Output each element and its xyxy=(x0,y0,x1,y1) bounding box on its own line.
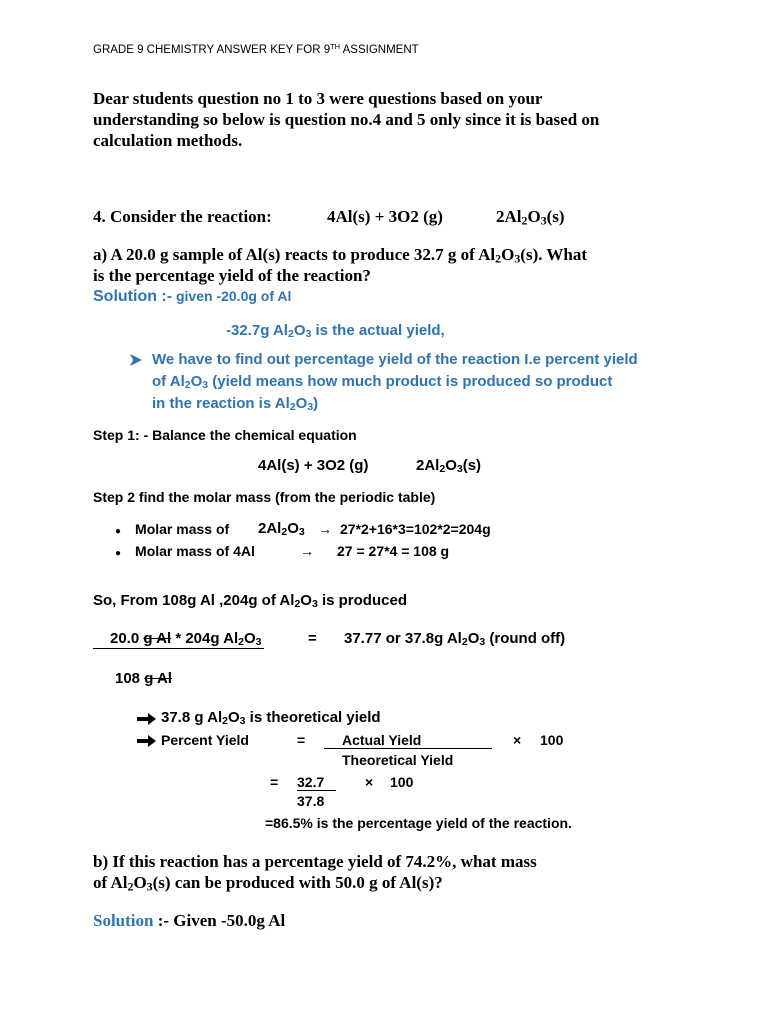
solution-b: Solution :- Given -50.0g Al xyxy=(93,911,286,930)
bold-arrow-icon xyxy=(137,734,157,753)
step-2-label: Step 2 find the molar mass (from the periodic table) xyxy=(93,489,436,505)
percent-yield-equals: = xyxy=(297,732,306,748)
step-1-label: Step 1: - Balance the chemical equation xyxy=(93,427,357,443)
denominator-value: 37.8 xyxy=(297,793,325,809)
right-arrow-icon: → xyxy=(300,543,314,559)
arrowhead-bullet-icon xyxy=(129,353,143,372)
formula-equals: = xyxy=(270,774,279,790)
calc-equals: = xyxy=(308,630,317,647)
intro-line-1: Dear students question no 1 to 3 were questions based on your xyxy=(93,89,543,108)
question-a-line-1: a) A 20.0 g sample of Al(s) reacts to produce 32.7 g of $Al_2O_3(s)$. What xyxy=(93,245,588,266)
actual-yield-numerator: Actual Yield xyxy=(324,732,492,749)
percent-yield-conclusion: =86.5% is the percentage yield of the reaction. xyxy=(265,815,572,831)
calc-result: 37.77 or 37.8g $Al_2O_3$ (round off) xyxy=(344,630,566,649)
times-symbol: × xyxy=(365,774,374,790)
theoretical-yield-statement: 37.8 g $Al_2O_3$ is theoretical yield xyxy=(161,709,381,728)
ratio-statement: So, From 108g Al ,204g of $Al_2O_3$ is produced xyxy=(93,592,407,611)
molar-mass-calc-1: 27*2+16*3=102*2=204g xyxy=(340,521,491,537)
list-bullet: ● xyxy=(115,526,122,537)
times-symbol: × xyxy=(513,732,522,748)
theoretical-yield-denominator: Theoretical Yield xyxy=(342,752,454,768)
list-bullet: ● xyxy=(115,548,122,559)
cancelled-unit: g Al xyxy=(143,630,172,647)
solution-label: Solution :- xyxy=(93,288,173,305)
question-4-reactants: 4Al(s) + 3O2 (g) xyxy=(327,207,443,226)
molar-mass-item-1: ● Molar mass of xyxy=(115,521,230,537)
question-b-line-1: b) If this reaction has a percentage yield of 74.2%, what mass xyxy=(93,852,537,871)
calc-numerator: 20.0 g Al * 204g $Al_2O_3$ xyxy=(93,630,264,649)
calc-denominator: 108 g Al xyxy=(115,670,172,687)
question-4-label: 4. Consider the reaction: xyxy=(93,207,272,226)
solution-label: Solution xyxy=(93,911,154,930)
bold-arrow-icon xyxy=(137,712,157,731)
intro-line-3: calculation methods. xyxy=(93,131,243,150)
cancelled-unit: g Al xyxy=(144,670,172,687)
header-text: GRADE 9 CHEMISTRY ANSWER KEY FOR 9 xyxy=(93,44,331,56)
question-b-line-2: of $Al_2O_3(s)$ can be produced with 50.0 g of Al(s)? xyxy=(93,873,443,894)
bullet-line-3: in the reaction is $Al_2O_3$) xyxy=(152,395,319,414)
solution-a-actual-yield: -32.7g $Al_2O_3$ is the actual yield, xyxy=(226,322,445,341)
solution-a-given: Solution :- given -20.0g of Al xyxy=(93,288,292,305)
hundred-value: 100 xyxy=(540,732,564,748)
molar-mass-calc-2: 27 = 27*4 = 108 g xyxy=(337,543,450,559)
intro-line-2: understanding so below is question no.4 and 5 only since it is based on xyxy=(93,110,600,129)
right-arrow-icon: → xyxy=(318,521,332,537)
bullet-line-1: We have to find out percentage yield of the reaction I.e percent yield xyxy=(152,351,638,368)
document-header xyxy=(93,41,419,56)
hundred-value: 100 xyxy=(390,774,414,790)
step-1-product: $2Al_2O_3(s)$ xyxy=(416,457,482,476)
numerator-value: 32.7 xyxy=(297,774,336,791)
question-4-product: $2Al_2O_3(s)$ xyxy=(496,207,565,228)
percent-yield-label: Percent Yield xyxy=(161,732,249,748)
header-text-suffix: ASSIGNMENT xyxy=(340,44,419,56)
bullet-line-2: of $Al_2O_3$ (yield means how much product is produced so product xyxy=(152,373,613,392)
molar-mass-formula-1: $2Al_2O_3$ xyxy=(258,520,305,539)
header-superscript: TH xyxy=(330,41,341,51)
molar-mass-item-2: ● Molar mass of 4Al xyxy=(115,543,255,559)
question-a-line-2: is the percentage yield of the reaction? xyxy=(93,266,371,285)
step-1-reactants: 4Al(s) + 3O2 (g) xyxy=(258,457,369,474)
